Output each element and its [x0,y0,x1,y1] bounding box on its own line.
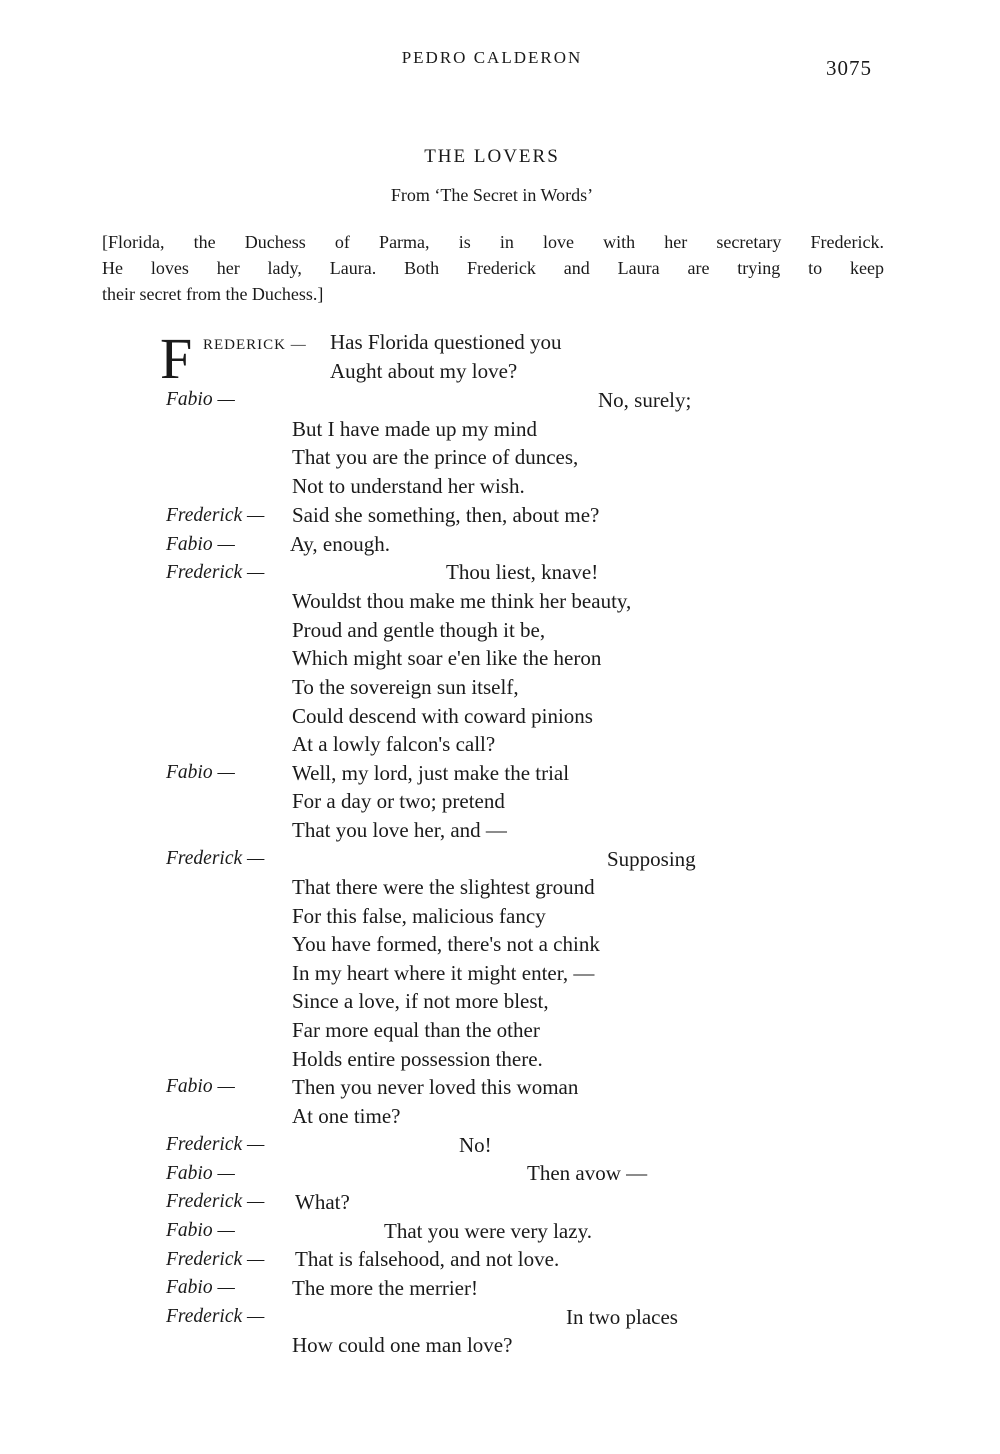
verse-line: In two places [566,1305,678,1329]
verse-line: Since a love, if not more blest, [292,989,549,1013]
verse-line: Has Florida questioned you [330,330,562,354]
verse-line: Supposing [607,847,696,871]
speaker-label: Frederick — [166,848,265,869]
speaker-label: Fabio — [166,1163,235,1184]
verse-line: That you love her, and — [292,818,507,842]
verse-line: To the sovereign sun itself, [292,675,519,699]
stage-direction-intro [102,229,884,307]
verse-line: Wouldst thou make me think her beauty, [292,589,632,613]
verse-line: That is falsehood, and not love. [295,1247,560,1271]
speaker-label: Fabio — [166,1277,235,1298]
verse-line: Holds entire possession there. [292,1047,543,1071]
verse-line: How could one man love? [292,1333,513,1357]
verse-line: Not to understand her wish. [292,474,525,498]
speaker-label: Frederick — [166,562,265,583]
verse-line: Aught about my love? [330,359,518,383]
verse-line: Could descend with coward pinions [292,704,593,728]
verse-line: No, surely; [598,388,692,412]
page-number: 3075 [826,56,872,80]
verse-line: What? [295,1190,350,1214]
verse-line: But I have made up my mind [292,417,537,441]
verse-line: Ay, enough. [290,532,390,556]
verse-line: In my heart where it might enter, — [292,961,595,985]
verse-line: You have formed, there's not a chink [292,932,600,956]
intro-line: [Florida, the Duchess of Parma, is in love with her secretary Frederick. [102,232,884,252]
intro-line: He loves her lady, Laura. Both Frederick and Laura are trying to keep [102,258,884,278]
verse-line: Said she something, then, about me? [292,503,600,527]
verse-line: Then avow — [527,1161,648,1185]
speaker-label: Frederick — [166,1134,265,1155]
verse-line: That you were very lazy. [384,1219,592,1243]
speaker-label: Frederick — [166,1306,265,1327]
speaker-label: Frederick — [166,1191,265,1212]
verse-line: At a lowly falcon's call? [292,732,496,756]
source-line: From ‘The Secret in Words’ [390,185,594,205]
speaker-label: Frederick — [166,505,265,526]
drop-cap: F [160,326,193,391]
verse-line: Well, my lord, just make the trial [292,761,570,785]
verse-line: Thou liest, knave! [446,560,599,584]
speaker-label: Fabio — [166,762,235,783]
speaker-frederick-smallcaps: REDERICK — [203,337,307,353]
verse-line: Then you never loved this woman [292,1075,579,1099]
verse-line: Far more equal than the other [292,1018,540,1042]
speaker-label: Fabio — [166,1076,235,1097]
intro-line: their secret from the Duchess.] [102,284,324,304]
speaker-label: Fabio — [166,1220,235,1241]
verse-line: No! [459,1133,492,1157]
speaker-label: Frederick — [166,1249,265,1270]
speaker-label: Fabio — [166,389,235,410]
verse-line: For this false, malicious fancy [292,904,546,928]
verse-line: Proud and gentle though it be, [292,618,546,642]
running-head: PEDRO CALDERON [401,48,583,67]
section-title: THE LOVERS [424,146,560,167]
verse-line: That you are the prince of dunces, [292,445,579,469]
verse-line: Which might soar e'en like the heron [292,646,602,670]
verse-line: The more the merrier! [292,1276,478,1300]
verse-line: At one time? [292,1104,401,1128]
verse-line: For a day or two; pretend [292,789,505,813]
speaker-label: Fabio — [166,534,235,555]
verse-line: That there were the slightest ground [292,875,595,899]
